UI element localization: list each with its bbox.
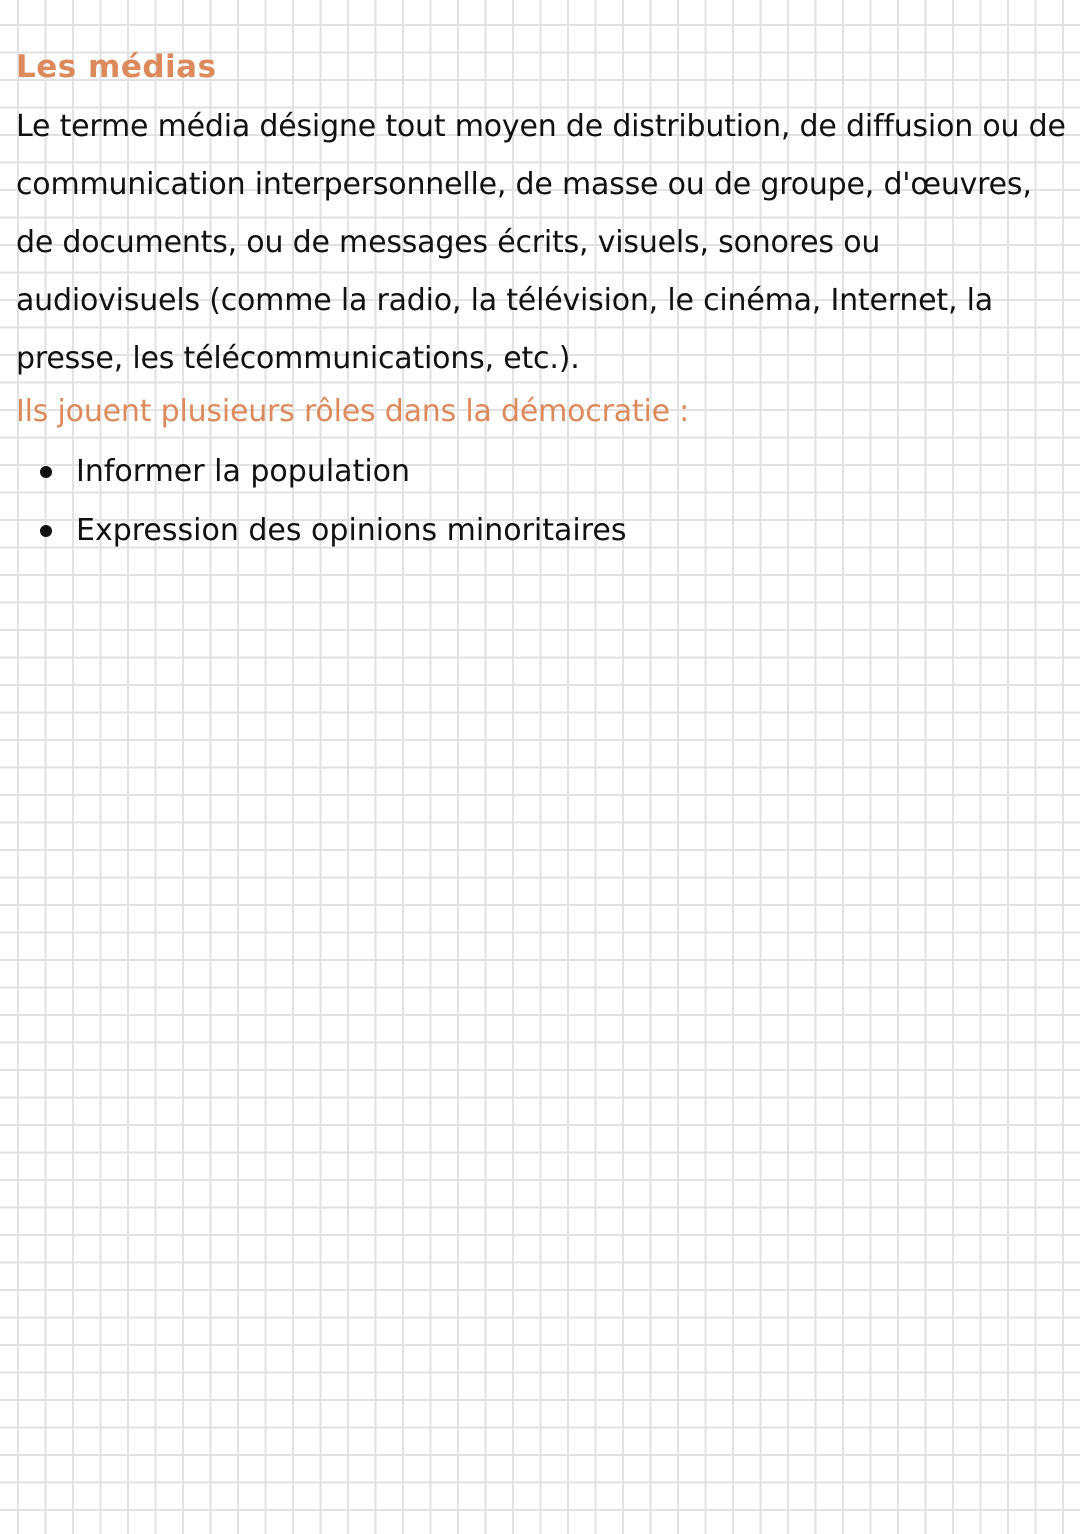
list-item: [76, 501, 1066, 560]
bullet-icon: [40, 466, 52, 478]
list-item-text: Informer la population: [76, 454, 411, 489]
section-title: Les médias: [16, 49, 217, 85]
document-content: [16, 44, 1066, 560]
list-item: [76, 442, 1066, 501]
bullet-icon: [40, 525, 52, 537]
list-item-text: Expression des opinions minoritaires: [76, 513, 627, 548]
definition-paragraph: Le terme média désigne tout moyen de distribution, de diffusion ou de communication interpersonnelle, de masse ou de groupe, d'œuvres, de documents, ou de messages écrits, visuels, sonores ou audiovisuels (comme la radio, la télévision, le cinéma, Internet, la presse, les télécommunications, etc.).: [16, 109, 1066, 376]
roles-list: [16, 442, 1066, 560]
roles-subheading: Ils jouent plusieurs rôles dans la démocratie :: [16, 394, 690, 429]
